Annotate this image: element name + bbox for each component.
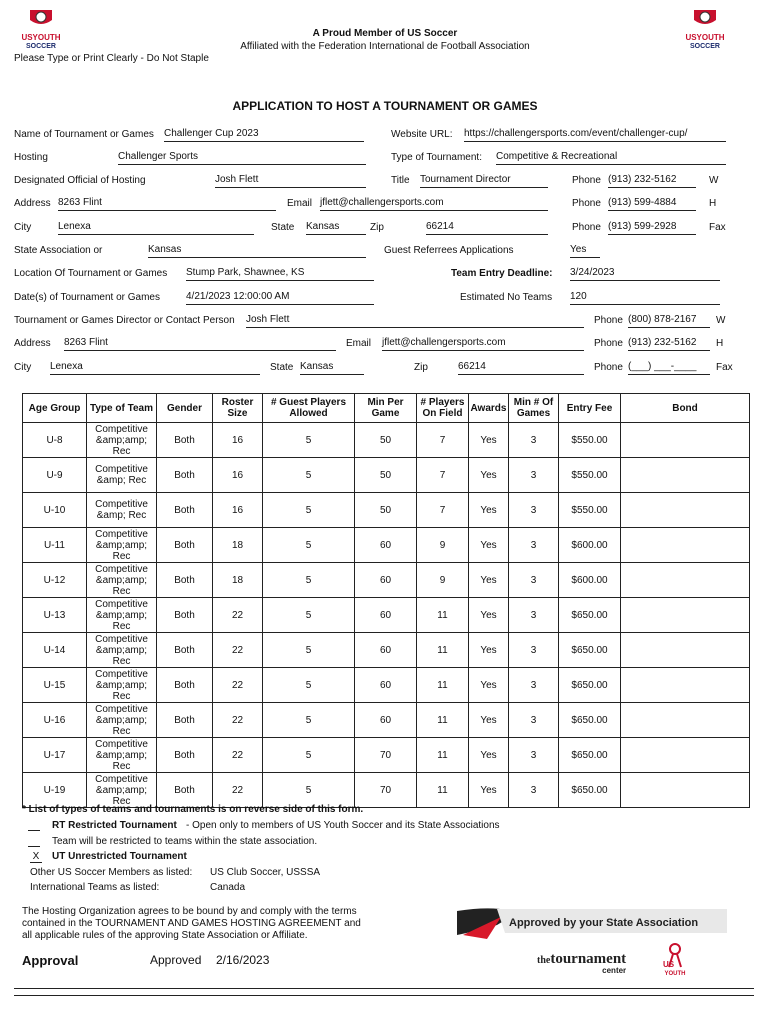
table-cell[interactable]: $650.00: [559, 773, 621, 808]
print-note: Please Type or Print Clearly - Do Not Staple: [14, 53, 209, 64]
phone-fax-field[interactable]: (913) 599-2928: [608, 221, 696, 235]
table-cell[interactable]: U-13: [23, 598, 87, 633]
table-row: [23, 703, 750, 738]
table-header-cell: Min Per Game: [355, 394, 417, 423]
table-row: [23, 528, 750, 563]
tournament-center-logo: [537, 951, 626, 975]
dir-phone-w-tag: W: [716, 315, 726, 326]
table-cell[interactable]: $650.00: [559, 633, 621, 668]
table-cell[interactable]: 3: [509, 633, 559, 668]
teams-field[interactable]: 120: [570, 291, 720, 305]
city-label: City: [14, 222, 32, 233]
table-cell[interactable]: U-19: [23, 773, 87, 808]
table-cell[interactable]: $550.00: [559, 423, 621, 458]
table-header-cell: Roster Size: [213, 394, 263, 423]
agreement-line-2: contained in the TOURNAMENT AND GAMES HOSTING AGREEMENT and: [22, 918, 361, 929]
tc-logo-the: the: [537, 955, 551, 966]
table-cell[interactable]: [621, 493, 750, 528]
svg-text:USYOUTH: USYOUTH: [685, 33, 725, 42]
other-value: US Club Soccer, USSSA: [210, 867, 321, 878]
table-cell[interactable]: [621, 528, 750, 563]
bottom-divider-1: [14, 988, 754, 989]
dates-label: Date(s) of Tournament or Games: [14, 292, 160, 303]
deadline-label: Team Entry Deadline:: [451, 268, 553, 279]
affiliation-line: Affiliated with the Federation International de Football Association: [240, 41, 530, 52]
table-cell[interactable]: U-9: [23, 458, 87, 493]
agreement-line-1: The Hosting Organization agrees to be bound by and comply with the terms: [22, 906, 357, 917]
table-header-row: [23, 394, 750, 423]
table-cell[interactable]: Both: [157, 773, 213, 808]
table-cell[interactable]: Yes: [469, 528, 509, 563]
table-cell[interactable]: 3: [509, 773, 559, 808]
table-cell[interactable]: Yes: [469, 703, 509, 738]
table-cell[interactable]: 18: [213, 528, 263, 563]
table-cell[interactable]: $650.00: [559, 738, 621, 773]
table-cell[interactable]: 22: [213, 773, 263, 808]
table-cell[interactable]: 18: [213, 563, 263, 598]
title-field[interactable]: Tournament Director: [420, 174, 548, 188]
assoc-field[interactable]: Kansas: [148, 244, 366, 258]
table-cell[interactable]: Both: [157, 458, 213, 493]
table-cell[interactable]: Both: [157, 703, 213, 738]
table-cell[interactable]: 5: [263, 458, 355, 493]
table-cell[interactable]: 3: [509, 563, 559, 598]
table-cell[interactable]: 7: [417, 493, 469, 528]
table-cell[interactable]: $600.00: [559, 528, 621, 563]
dir-address-field[interactable]: 8263 Flint: [64, 337, 336, 351]
phone-h-tag: H: [709, 198, 717, 209]
table-cell[interactable]: Competitive &amp;amp; Rec: [87, 423, 157, 458]
table-cell[interactable]: 11: [417, 738, 469, 773]
zip-label: Zip: [370, 222, 384, 233]
table-cell[interactable]: 60: [355, 563, 417, 598]
table-cell[interactable]: [621, 633, 750, 668]
table-cell[interactable]: 7: [417, 423, 469, 458]
table-cell[interactable]: Competitive &amp; Rec: [87, 458, 157, 493]
table-cell[interactable]: 3: [509, 668, 559, 703]
approval-label: Approval: [22, 953, 79, 968]
referees-field[interactable]: Yes: [570, 244, 600, 258]
table-cell[interactable]: 3: [509, 458, 559, 493]
phone-w-tag: W: [709, 175, 719, 186]
table-cell[interactable]: [621, 703, 750, 738]
table-cell[interactable]: 11: [417, 668, 469, 703]
table-cell[interactable]: $550.00: [559, 458, 621, 493]
dir-phone-label-3: Phone: [594, 362, 623, 373]
table-cell[interactable]: 22: [213, 598, 263, 633]
table-header-cell: Entry Fee: [559, 394, 621, 423]
table-cell[interactable]: U-14: [23, 633, 87, 668]
dir-phone-label-2: Phone: [594, 338, 623, 349]
table-header-cell: Min # Of Games: [509, 394, 559, 423]
dir-email-field[interactable]: jflett@challengersports.com: [382, 337, 584, 351]
svg-text:SOCCER: SOCCER: [26, 43, 56, 50]
badge-text: Approved by your State Association: [509, 917, 699, 929]
approval-date: 2/16/2023: [216, 953, 270, 967]
table-row: [23, 598, 750, 633]
dir-state-field[interactable]: Kansas: [300, 361, 364, 375]
referees-label: Guest Referrees Applications: [384, 245, 514, 256]
us-youth-soccer-logo-small: [655, 941, 695, 980]
type-field[interactable]: Competitive & Recreational: [496, 151, 726, 165]
table-header-cell: Awards: [469, 394, 509, 423]
dir-zip-label: Zip: [414, 362, 428, 373]
table-row: [23, 563, 750, 598]
table-cell[interactable]: Both: [157, 668, 213, 703]
agreement-line-3: all applicable rules of the approving State Association or Affiliate.: [22, 930, 308, 941]
table-cell[interactable]: 3: [509, 598, 559, 633]
dir-fax-tag: Fax: [716, 362, 733, 373]
table-cell[interactable]: U-10: [23, 493, 87, 528]
table-header-cell: Type of Team: [87, 394, 157, 423]
dir-city-field[interactable]: Lenexa: [50, 361, 260, 375]
city-field[interactable]: Lenexa: [58, 221, 254, 235]
table-row: [23, 423, 750, 458]
member-line: A Proud Member of US Soccer: [312, 28, 458, 39]
table-cell[interactable]: 5: [263, 598, 355, 633]
table-cell[interactable]: 50: [355, 423, 417, 458]
table-cell[interactable]: 22: [213, 703, 263, 738]
dir-phone-label: Phone: [594, 315, 623, 326]
table-cell[interactable]: 50: [355, 458, 417, 493]
assoc-label: State Association or: [14, 245, 103, 256]
ut-title: UT Unrestricted Tournament: [52, 851, 187, 862]
phone-home-field[interactable]: (913) 599-4884: [608, 197, 696, 211]
table-cell[interactable]: Yes: [469, 773, 509, 808]
table-cell[interactable]: Competitive &amp;amp; Rec: [87, 633, 157, 668]
teams-label: Estimated No Teams: [460, 292, 553, 303]
table-cell[interactable]: U-17: [23, 738, 87, 773]
table-cell[interactable]: 60: [355, 668, 417, 703]
table-cell[interactable]: 5: [263, 633, 355, 668]
table-cell[interactable]: Both: [157, 598, 213, 633]
official-field[interactable]: Josh Flett: [215, 174, 366, 188]
dir-address-label: Address: [14, 338, 51, 349]
table-row: [23, 773, 750, 808]
official-label: Designated Official of Hosting: [14, 175, 146, 186]
location-field[interactable]: Stump Park, Shawnee, KS: [186, 267, 374, 281]
dir-phone-home-field[interactable]: (913) 232-5162: [628, 337, 710, 351]
table-cell[interactable]: Competitive &amp;amp; Rec: [87, 773, 157, 808]
table-cell[interactable]: 5: [263, 738, 355, 773]
list-note: * List of types of teams and tournaments is on reverse side of this form.: [22, 804, 364, 815]
table-cell[interactable]: [621, 668, 750, 703]
table-cell[interactable]: $650.00: [559, 703, 621, 738]
table-cell[interactable]: 16: [213, 423, 263, 458]
table-header-cell: # Guest Players Allowed: [263, 394, 355, 423]
table-cell[interactable]: [621, 458, 750, 493]
website-field[interactable]: https://challengersports.com/event/challenger-cup/: [464, 128, 726, 142]
email-field[interactable]: jflett@challengersports.com: [320, 197, 548, 211]
director-field[interactable]: Josh Flett: [246, 314, 584, 328]
table-cell[interactable]: 9: [417, 528, 469, 563]
table-row: [23, 668, 750, 703]
bottom-divider-2: [14, 995, 754, 996]
table-cell[interactable]: 3: [509, 423, 559, 458]
state-label: State: [271, 222, 295, 233]
intl-value: Canada: [210, 882, 246, 893]
tc-logo-center: center: [602, 966, 627, 975]
table-cell[interactable]: 5: [263, 423, 355, 458]
table-cell[interactable]: Both: [157, 633, 213, 668]
table-cell[interactable]: Yes: [469, 423, 509, 458]
table-cell[interactable]: 9: [417, 563, 469, 598]
table-cell[interactable]: 60: [355, 598, 417, 633]
location-label: Location Of Tournament or Games: [14, 268, 168, 279]
approval-status: Approved: [150, 953, 202, 967]
table-cell[interactable]: 7: [417, 458, 469, 493]
svg-text:YOUTH: YOUTH: [664, 971, 686, 977]
table-cell[interactable]: $650.00: [559, 668, 621, 703]
table-cell[interactable]: 11: [417, 703, 469, 738]
table-cell[interactable]: 5: [263, 668, 355, 703]
ut-mark[interactable]: X: [30, 851, 42, 863]
table-cell[interactable]: Competitive &amp;amp; Rec: [87, 738, 157, 773]
table-cell[interactable]: Yes: [469, 633, 509, 668]
svg-text:US: US: [663, 960, 675, 969]
table-cell[interactable]: 70: [355, 773, 417, 808]
table-cell[interactable]: 11: [417, 633, 469, 668]
table-cell[interactable]: [621, 563, 750, 598]
address-label: Address: [14, 198, 51, 209]
tournament-name-field[interactable]: Challenger Cup 2023: [164, 128, 364, 142]
address-field[interactable]: 8263 Flint: [58, 197, 276, 211]
table-cell[interactable]: 5: [263, 773, 355, 808]
table-cell[interactable]: Competitive &amp;amp; Rec: [87, 528, 157, 563]
intl-label: International Teams as listed:: [30, 882, 160, 893]
table-cell[interactable]: [621, 738, 750, 773]
table-cell[interactable]: Both: [157, 493, 213, 528]
page-title: APPLICATION TO HOST A TOURNAMENT OR GAMES: [232, 99, 538, 113]
other-label: Other US Soccer Members as listed:: [30, 867, 193, 878]
table-cell[interactable]: Yes: [469, 668, 509, 703]
table-cell[interactable]: 22: [213, 633, 263, 668]
table-header-cell: # Players On Field: [417, 394, 469, 423]
table-cell[interactable]: Competitive &amp; Rec: [87, 493, 157, 528]
name-label: Name of Tournament or Games: [14, 129, 154, 140]
table-cell[interactable]: 50: [355, 493, 417, 528]
dates-field[interactable]: 4/21/2023 12:00:00 AM: [186, 291, 374, 305]
table-cell[interactable]: Yes: [469, 493, 509, 528]
state-field[interactable]: Kansas: [306, 221, 366, 235]
age-group-table: [22, 393, 750, 808]
phone-label-2: Phone: [572, 198, 601, 209]
table-header-cell: Age Group: [23, 394, 87, 423]
table-cell[interactable]: 5: [263, 493, 355, 528]
table-cell[interactable]: Both: [157, 738, 213, 773]
table-row: [23, 738, 750, 773]
table-cell[interactable]: U-12: [23, 563, 87, 598]
website-label: Website URL:: [391, 129, 453, 140]
table-row: [23, 458, 750, 493]
approved-badge: [457, 905, 727, 983]
table-cell[interactable]: 60: [355, 528, 417, 563]
rt-check-line-2[interactable]: [28, 846, 40, 847]
table-cell[interactable]: $650.00: [559, 598, 621, 633]
table-cell[interactable]: $550.00: [559, 493, 621, 528]
table-cell[interactable]: [621, 423, 750, 458]
table-cell[interactable]: Competitive &amp;amp; Rec: [87, 668, 157, 703]
rt-desc-2: Team will be restricted to teams within the state association.: [52, 836, 318, 847]
table-cell[interactable]: 5: [263, 703, 355, 738]
table-header-cell: Gender: [157, 394, 213, 423]
email-label: Email: [287, 198, 313, 209]
table-cell[interactable]: Both: [157, 528, 213, 563]
table-cell[interactable]: Competitive &amp;amp; Rec: [87, 598, 157, 633]
table-cell[interactable]: $600.00: [559, 563, 621, 598]
svg-text:USYOUTH: USYOUTH: [21, 33, 61, 42]
table-cell[interactable]: Both: [157, 563, 213, 598]
table-cell[interactable]: 3: [509, 493, 559, 528]
dir-phone-h-tag: H: [716, 338, 724, 349]
table-cell[interactable]: 3: [509, 738, 559, 773]
table-cell[interactable]: [621, 773, 750, 808]
hosting-label: Hosting: [14, 152, 48, 163]
table-cell[interactable]: 16: [213, 493, 263, 528]
table-cell[interactable]: Yes: [469, 563, 509, 598]
zip-field[interactable]: 66214: [426, 221, 548, 235]
table-cell[interactable]: 60: [355, 703, 417, 738]
fax-tag: Fax: [709, 222, 726, 233]
dir-state-label: State: [270, 362, 294, 373]
table-cell[interactable]: Yes: [469, 458, 509, 493]
table-cell[interactable]: 5: [263, 528, 355, 563]
type-label: Type of Tournament:: [391, 152, 482, 163]
table-cell[interactable]: U-11: [23, 528, 87, 563]
tc-logo-tournament: tournament: [550, 951, 627, 967]
rt-check-line[interactable]: [28, 830, 40, 831]
table-cell[interactable]: Yes: [469, 738, 509, 773]
table-cell[interactable]: U-16: [23, 703, 87, 738]
table-cell[interactable]: 5: [263, 563, 355, 598]
table-cell[interactable]: 3: [509, 703, 559, 738]
table-cell[interactable]: Yes: [469, 598, 509, 633]
dir-phone-work-field[interactable]: (800) 878-2167: [628, 314, 710, 328]
title-label: Title: [391, 175, 410, 186]
table-cell[interactable]: 60: [355, 633, 417, 668]
table-cell[interactable]: 11: [417, 773, 469, 808]
phone-label-3: Phone: [572, 222, 601, 233]
table-cell[interactable]: U-15: [23, 668, 87, 703]
rt-desc: - Open only to members of US Youth Soccer and its State Associations: [186, 820, 500, 831]
table-cell[interactable]: 11: [417, 598, 469, 633]
table-row: [23, 493, 750, 528]
dir-email-label: Email: [346, 338, 372, 349]
table-cell[interactable]: 70: [355, 738, 417, 773]
table-cell[interactable]: Competitive &amp;amp; Rec: [87, 703, 157, 738]
dir-phone-fax-field[interactable]: (___) ___-____: [628, 361, 710, 375]
phone-work-field[interactable]: (913) 232-5162: [608, 174, 696, 188]
hosting-field[interactable]: Challenger Sports: [118, 151, 366, 165]
table-cell[interactable]: Competitive &amp;amp; Rec: [87, 563, 157, 598]
table-cell[interactable]: 3: [509, 528, 559, 563]
table-cell[interactable]: [621, 598, 750, 633]
dir-zip-field[interactable]: 66214: [458, 361, 584, 375]
rt-title: RT Restricted Tournament: [52, 820, 177, 831]
phone-label: Phone: [572, 175, 601, 186]
director-label: Tournament or Games Director or Contact Person: [14, 315, 235, 326]
table-row: [23, 633, 750, 668]
table-cell[interactable]: U-8: [23, 423, 87, 458]
table-cell[interactable]: 22: [213, 668, 263, 703]
table-cell[interactable]: Both: [157, 423, 213, 458]
table-cell[interactable]: 22: [213, 738, 263, 773]
svg-text:SOCCER: SOCCER: [690, 43, 720, 50]
table-header-cell: Bond: [621, 394, 750, 423]
table-cell[interactable]: 16: [213, 458, 263, 493]
dir-city-label: City: [14, 362, 32, 373]
deadline-field[interactable]: 3/24/2023: [570, 267, 720, 281]
